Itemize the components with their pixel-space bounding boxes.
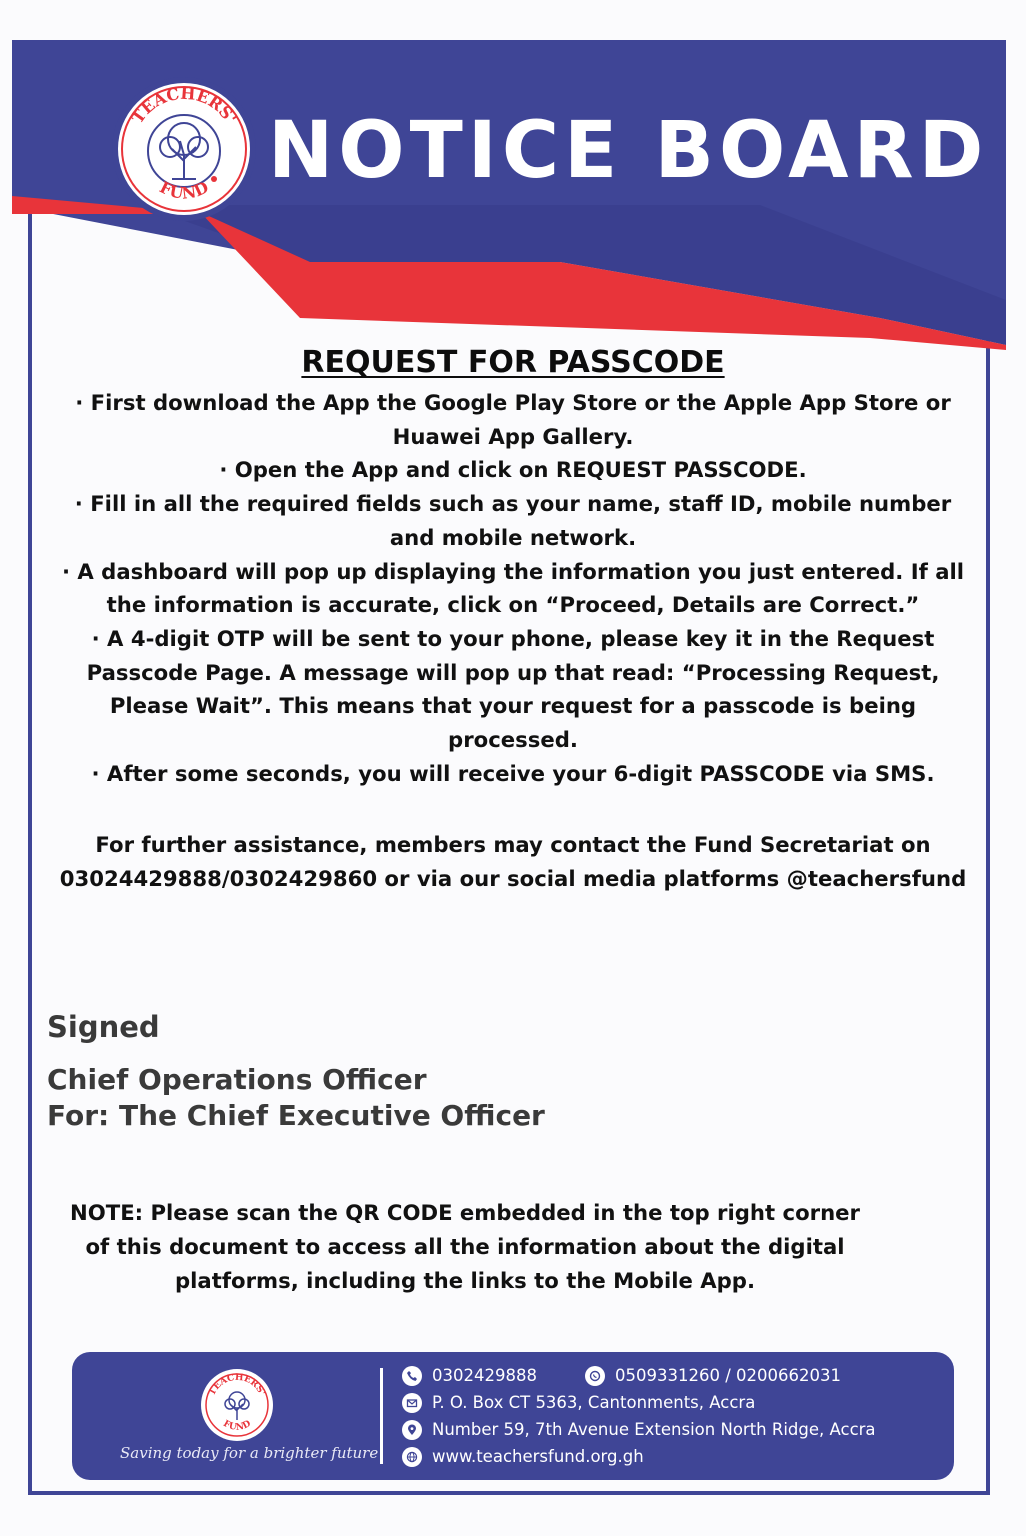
address-row: [402, 1416, 942, 1443]
website-row: [402, 1443, 942, 1470]
location-pin-icon: [402, 1420, 422, 1440]
phone-icon: [402, 1366, 422, 1386]
step-item: · Open the App and click on REQUEST PASSCODE.: [219, 457, 807, 483]
signatory: [47, 1062, 545, 1134]
notice-title: REQUEST FOR PASSCODE: [301, 345, 725, 380]
footer-logo: [200, 1368, 274, 1442]
globe-icon: [402, 1447, 422, 1467]
step-item: · After some seconds, you will receive your 6-digit PASSCODE via SMS.: [91, 760, 935, 786]
whatsapp-icon: [585, 1366, 605, 1386]
assistance-text: For further assistance, members may contact the Fund Secretariat on 03024429888/0302429860 or via our social media platforms @teachersfund: [59, 832, 967, 892]
whatsapp-numbers[interactable]: 0509331260 / 0200662031: [614, 1366, 841, 1385]
signed-label: Signed: [47, 1010, 160, 1044]
svg-text:FUND: FUND: [156, 177, 212, 203]
phone-row: [402, 1362, 942, 1389]
signatory-role: Chief Operations Officer: [47, 1063, 427, 1096]
svg-text:TEACHERS': TEACHERS': [127, 83, 241, 127]
step-item: · A 4-digit OTP will be sent to your phone, please key it in the Request Passcode Page. A message will pop up that read: “Processing Request, Please Wait”. This means that your request for a passcode is being processed.: [86, 625, 940, 753]
contact-list: [402, 1362, 942, 1470]
page-title: NOTICE BOARD: [268, 106, 989, 196]
svg-text:FUND: FUND: [221, 1418, 253, 1433]
signatory-on-behalf: For: The Chief Executive Officer: [47, 1099, 545, 1132]
tagline: Saving today for a brighter future: [120, 1444, 379, 1462]
steps-list: [50, 386, 976, 790]
street-address: Number 59, 7th Avenue Extension North Ridge, Accra: [432, 1420, 876, 1439]
footer-divider: [380, 1368, 383, 1464]
step-item: · First download the App the Google Play Store or the Apple App Store or Huawei App Gallery.: [75, 390, 951, 449]
teachers-fund-logo: [110, 75, 258, 223]
footer-bar: [72, 1352, 954, 1480]
po-box: P. O. Box CT 5363, Cantonments, Accra: [432, 1393, 756, 1412]
qr-note: NOTE: Please scan the QR CODE embedded in the top right corner of this document to access all the information about the digital platforms, including the links to the Mobile App.: [70, 1200, 860, 1293]
step-item: · Fill in all the required fields such as your name, staff ID, mobile number and mobile network.: [74, 491, 952, 550]
svg-text:TEACHERS': TEACHERS': [207, 1372, 267, 1398]
website-link[interactable]: www.teachersfund.org.gh: [432, 1447, 644, 1466]
po-box-row: [402, 1389, 942, 1416]
step-item: · A dashboard will pop up displaying the information you just entered. If all the information is accurate, click on “Proceed, Details are Correct.”: [61, 558, 965, 618]
mail-icon: [402, 1393, 422, 1413]
assistance-section: [50, 828, 976, 895]
phone-number[interactable]: 0302429888: [432, 1366, 537, 1385]
notice-body: [50, 345, 976, 896]
